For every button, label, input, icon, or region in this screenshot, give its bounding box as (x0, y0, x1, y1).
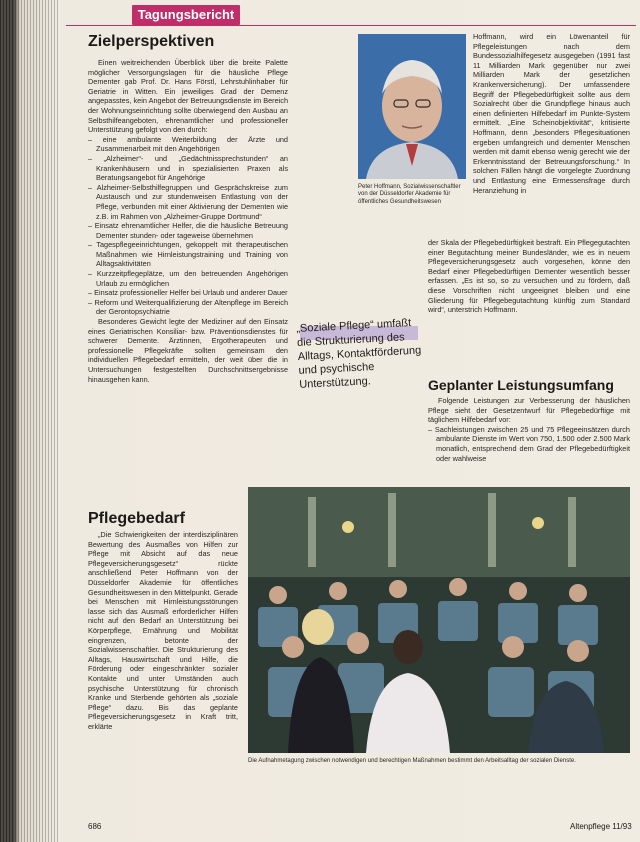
heading-zielperspektiven: Zielperspektiven (88, 33, 215, 50)
list-item: – Tagespflegeeinrichtungen, gekoppelt mit therapeutischen Maßnahmen wie Hirnleistungstraining und Training von Alltagsaktivitäten (88, 240, 288, 269)
heading-pflegebedarf: Pflegebedarf (88, 510, 185, 527)
column-zielperspektiven (88, 58, 288, 488)
list-item: – Alzheimer-Selbsthilfegruppen und Gesprächskreise zum Austausch und zur stundenweisen Entlastung von der Pflege, verbunden mit einer Aktivierung der Dementen wie z.B. im Rahmen von „Alzheimer-Gruppe Dortmund“ (88, 182, 288, 221)
list-item: – eine ambulante Weiterbildung der Ärzte und Zusammenarbeit mit den Angehörigen (88, 134, 288, 154)
section-tag: Tagungsbericht (132, 5, 240, 25)
pull-quote (296, 316, 422, 472)
outro-paragraph: Besonderes Gewicht legte der Mediziner auf den Einsatz eines Geriatrischen Konsiliar- bzw. Präventionsdienstes für schwerer Demente. Ärztinnen, Ergotherapeuten und professionelle Pflegekräfte sollten gemeinsam den individuellen Pflegebedarf ermitteln, der weit über die in Untersuchungen festgestellten Durchschnittsergebnisse hinausgehen kann. (88, 317, 288, 384)
conference-photo (248, 487, 630, 753)
heading-geplanter-leistungsumfang: Geplanter Leistungsumfang (428, 377, 614, 393)
portrait-caption: Peter Hoffmann, Sozialwissenschaftler von der Düsseldorfer Akademie für öffentliches Gesundheitswesen (358, 184, 461, 205)
list-item: – Sachleistungen zwischen 25 und 75 Pflegeeinsätzen durch ambulante Dienste im Wert von 750, 1.500 oder 2.500 Mark monatlich, entsprechend dem Grad der Pflegebedürftigkeit oder wahlweise (428, 424, 630, 463)
photo-caption: Die Aufnahmetagung zwischen notwendigen und berechtigen Maßnahmen bestimmt den Arbeitsalltag der sozialen Dienste. (248, 758, 576, 764)
list-item: – „Alzheimer“- und „Gedächtnissprechstunden“ an Krankenhäusern und in spezialisierten Praxen als Beratungsangebot für Angehörige (88, 153, 288, 183)
column-pflegebedarf: „Die Schwierigkeiten der interdisziplinären Bewertung des Ausmaßes von Hilfen zur Pflege mit Absicht auf das neue Pflegeversicherungsgesetz“ rückte anschließend Peter Hoffmann von der Düsseldorfer Akademie für öffentliches Gesundheitswesen in den Mittelpunkt. Gerade bei Menschen mit Hirnleistungsstörungen lasse sich das Ausmaß erforderlicher Hilfen nicht auf den Bedarf an Unterstützung bei Körperpflege, Ernährung und Mobilität eingrenzen, betonte der Sozialwissenschaftler. Die Strukturierung des Alltags, Hauswirtschaft und Hilfe, die Förderung oder eingeschränkter sozialer Kontakte und unter Umständen auch psychische Unterstützung für chronisch Kranke und Sterbende gehörten als „soziale Pflege“ dazu. Bis das geplante Pflegeversicherungsgesetz in Kraft tritt, erklärte (88, 530, 238, 731)
list-item: – Einsatz ehrenamtlicher Helfer, die die häusliche Betreuung Dementer stunden- oder tageweise übernehmen (88, 221, 288, 240)
column-right-lower: Folgende Leistungen zur Verbesserung der häuslichen Pflege sieht der Gesetzentwurf für Pflegebedürftige mit täglichem Hilfebedarf vor: – Sachleistungen zwischen 25 und 75 Pflegeeinsätzen durch ambulante Dienste im Wert von 750, 1.500 oder 2.500 Mark monatlich, entsprechend dem Grad der Pflegebedürftigkeit oder wahlweise (428, 396, 630, 463)
list-item: – Reform und Weiterqualifizierung der Altenpflege im Bereich der Gerontopsychiatrie (88, 297, 288, 317)
list-item: – Einsatz professioneller Helfer bei Urlaub und anderer Dauer (88, 288, 288, 298)
column-right-top: Hoffmann, wird ein Löwenanteil für Pflegeleistungen nach dem Bundessozialhilfegesetz ausgegeben (1991 fast 11 Milliarden Mark gegenüber nur zwei Milliarden Mark der gesetzlichen Krankenversicherung). Der umfassendere Begriff der Pflegebedürftigkeit sollte aus dem Sozialrecht über die Grundpflege hinaus auch einen definierten Hilfebedarf im Punkte-System ermittelt. „Eine Scheinobjektivität“, kritisierte Hoffmann, denn „besonders Pflegesituationen ergeben umfangreich und dementer Menschen werden mit damit ebenso wenig gerecht wie der Erkenntnisstand der Betreuungsforschung.“ In solchen Fällen hängt die vorgelegte Zuordnung und Entlastung eine Ermessensfrage durch Heranziehung in (473, 32, 630, 195)
page-stack-edge (0, 0, 60, 842)
pull-quote-text: „Soziale Pflege“ umfaßt die Strukturierung des Alltags, Kontaktförderung und psychische Unterstützung. (296, 316, 422, 391)
journal-issue: Altenpflege 11/93 (570, 822, 632, 831)
intro-paragraph: Einen weitreichenden Überblick über die breite Palette möglicher Versorgungslagen für die häusliche Pflege Dementer gab Prof. Dr. Hans Förstl, Lehrstuhlinhaber für Geriatrie in Witten. Ein jeweiliges Grad der Demenz angepasstes, kein Angebot der Betreuungsdienste im Bereich der Wohnungseinrichtung sollte überwiegend den Ausbau an Selbsthilfeangeboten, ehrenamtlicher und professioneller Unterstützung gefolgt von den durch: (88, 58, 288, 135)
measures-list (88, 135, 288, 317)
list-item: – Kurzzeitpflegeplätze, um den betreuenden Angehörigen Urlaub zu ermöglichen (88, 269, 288, 288)
portrait-photo (358, 34, 466, 179)
header-rule (66, 25, 636, 26)
page-number: 686 (88, 822, 102, 831)
column-right-middle: der Skala der Pflegebedürftigkeit bestraft. Ein Pflegegutachten einer Begutachtung meiner Bundesländer, wie es in neuem Pflegeversicherungsgesetz auch vorgesehen, könne den Bedarf einer Pflegebedürftigen Dementer wesentlich besser erfassen. „Es ist so, so zu versuchen und zu fördern, daß diese Vorschriften nicht ungeeignet bleiben und eine Gliederung für Pflegebegutachtung künftig zum Standard wird“, unterstrich Hoffmann. (428, 238, 630, 315)
